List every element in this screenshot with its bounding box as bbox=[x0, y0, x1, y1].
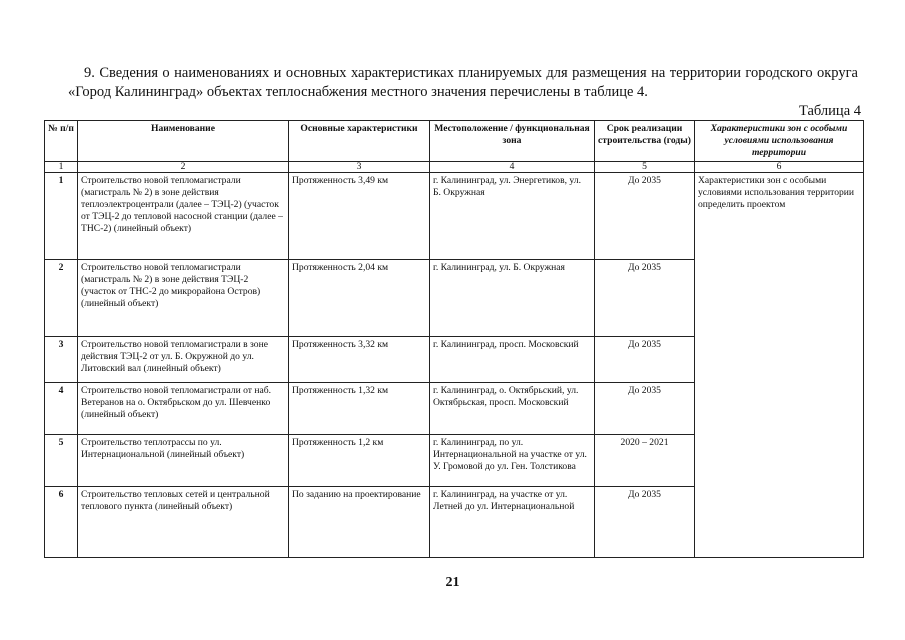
row-name: Строительство новой тепломагистрали в зоне действия ТЭЦ-2 от ул. Б. Окружной до ул. Литовский вал (линейный объект) bbox=[78, 337, 289, 383]
heat-supply-table bbox=[44, 120, 864, 558]
row-number: 4 bbox=[45, 383, 78, 435]
row-number: 2 bbox=[45, 260, 78, 337]
row-name: Строительство новой тепломагистрали от наб. Ветеранов на о. Октябрьском до ул. Шевченко (линейный объект) bbox=[78, 383, 289, 435]
row-term: 2020 – 2021 bbox=[595, 435, 695, 487]
index-cell: 4 bbox=[430, 162, 595, 173]
row-term: До 2035 bbox=[595, 260, 695, 337]
row-number: 5 bbox=[45, 435, 78, 487]
row-number: 3 bbox=[45, 337, 78, 383]
index-cell: 1 bbox=[45, 162, 78, 173]
row-term: До 2035 bbox=[595, 487, 695, 558]
row-location: г. Калининград, просп. Московский bbox=[430, 337, 595, 383]
row-location: г. Калининград, о. Октябрьский, ул. Октябрьская, просп. Московский bbox=[430, 383, 595, 435]
row-location: г. Калининград, на участке от ул. Летней до ул. Интернациональной bbox=[430, 487, 595, 558]
row-number: 6 bbox=[45, 487, 78, 558]
header-row bbox=[45, 121, 864, 162]
row-characteristics: Протяженность 3,32 км bbox=[289, 337, 430, 383]
row-location: г. Калининград, ул. Б. Окружная bbox=[430, 260, 595, 337]
index-row bbox=[45, 162, 864, 173]
table-caption: Таблица 4 bbox=[798, 103, 861, 119]
header-location: Местоположение / функциональная зона bbox=[430, 121, 595, 162]
intro-paragraph: 9. Сведения о наименованиях и основных характеристиках планируемых для размещения на территории городского округа «Город Калининград» объектах теплоснабжения местного значения перечислены в таблице 4. bbox=[68, 65, 858, 100]
row-name: Строительство новой тепломагистрали (магистраль № 2) в зоне действия теплоэлектроцентрали (далее – ТЭЦ-2) (участок от ТЭЦ-2 до тепловой насосной станции (далее – ТНС-2) (линейный объект) bbox=[78, 173, 289, 260]
row-location: г. Калининград, по ул. Интернациональной на участке от ул. У. Громовой до ул. Ген. Толстикова bbox=[430, 435, 595, 487]
header-zones: Характеристики зон с особыми условиями использования территории bbox=[695, 121, 864, 162]
row-characteristics: Протяженность 2,04 км bbox=[289, 260, 430, 337]
header-num: № п/п bbox=[45, 121, 78, 162]
header-characteristics: Основные характеристики bbox=[289, 121, 430, 162]
table-row bbox=[45, 173, 864, 260]
row-characteristics: По заданию на проектирование bbox=[289, 487, 430, 558]
index-cell: 6 bbox=[695, 162, 864, 173]
header-term: Срок реализации строительства (годы) bbox=[595, 121, 695, 162]
row-term: До 2035 bbox=[595, 383, 695, 435]
row-name: Строительство новой тепломагистрали (магистраль № 2) в зоне действия ТЭЦ-2 (участок от ТНС-2 до микрорайона Остров) (линейный объект) bbox=[78, 260, 289, 337]
row-number: 1 bbox=[45, 173, 78, 260]
row-characteristics: Протяженность 1,32 км bbox=[289, 383, 430, 435]
row-term: До 2035 bbox=[595, 337, 695, 383]
row-term: До 2035 bbox=[595, 173, 695, 260]
page-number: 21 bbox=[445, 575, 460, 590]
index-cell: 3 bbox=[289, 162, 430, 173]
index-cell: 2 bbox=[78, 162, 289, 173]
header-name: Наименование bbox=[78, 121, 289, 162]
row-location: г. Калининград, ул. Энергетиков, ул. Б. Окружная bbox=[430, 173, 595, 260]
row-name: Строительство теплотрассы по ул. Интернациональной (линейный объект) bbox=[78, 435, 289, 487]
row-characteristics: Протяженность 3,49 км bbox=[289, 173, 430, 260]
index-cell: 5 bbox=[595, 162, 695, 173]
row-characteristics: Протяженность 1,2 км bbox=[289, 435, 430, 487]
row-name: Строительство тепловых сетей и центральной теплового пункта (линейный объект) bbox=[78, 487, 289, 558]
zones-cell: Характеристики зон с особыми условиями использования территории определить проектом bbox=[695, 173, 864, 558]
